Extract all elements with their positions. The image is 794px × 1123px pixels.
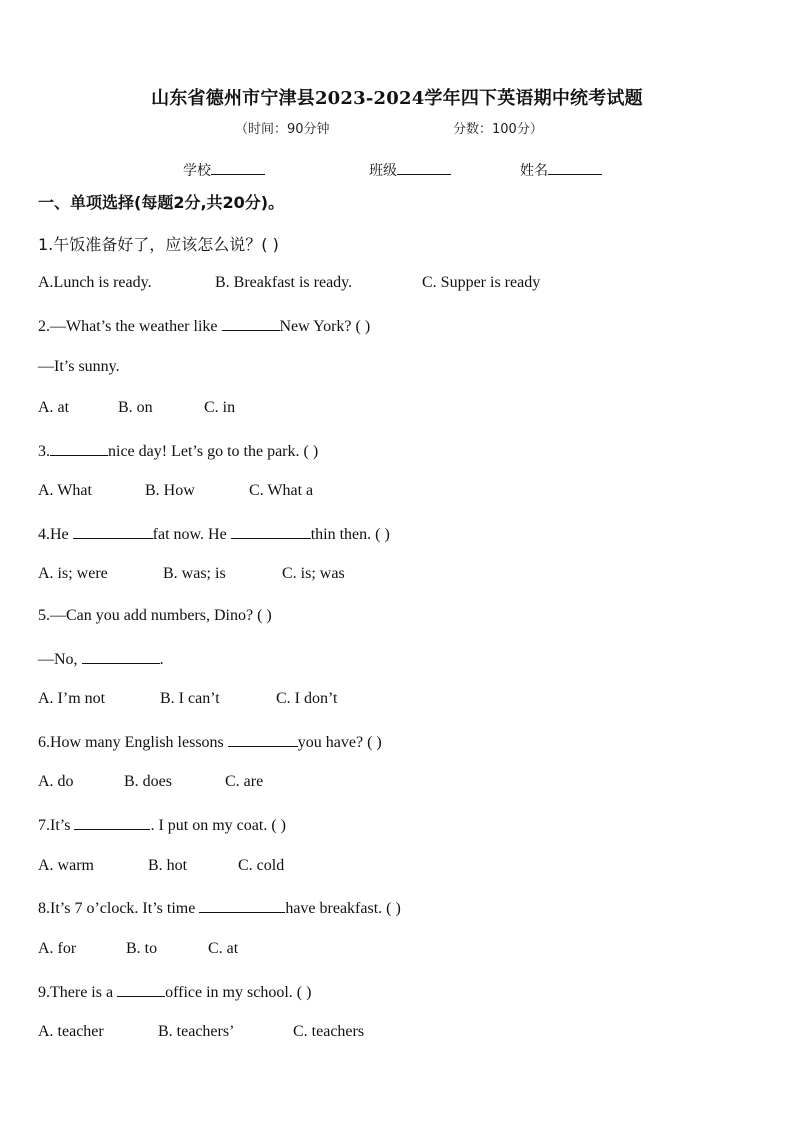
question-4 — [38, 524, 390, 544]
answer-blank[interactable] — [228, 732, 298, 747]
option-b[interactable]: B. Breakfast is ready. — [215, 274, 353, 291]
question-stem-end: office in my school. ( ) — [165, 984, 312, 1001]
class-label: 班级 — [369, 163, 397, 179]
option-c[interactable]: C. What a — [249, 482, 314, 499]
option-a[interactable]: A. is; were — [38, 565, 108, 582]
option-a[interactable]: A. at — [38, 399, 70, 416]
option-b[interactable]: B. How — [145, 482, 195, 499]
option-b[interactable]: B. on — [118, 399, 153, 416]
question-stem: 7.It’s — [38, 817, 75, 834]
question-stem: 1.午饭准备好了，应该怎么说？( ) — [38, 235, 279, 254]
answer-blank[interactable] — [222, 316, 280, 331]
student-fields — [0, 160, 794, 182]
option-c[interactable]: C. Supper is ready — [422, 274, 541, 291]
class-field[interactable] — [369, 160, 451, 180]
question-1 — [38, 232, 279, 255]
option-b[interactable]: B. was; is — [163, 565, 226, 582]
option-a[interactable]: A. warm — [38, 857, 94, 874]
time-info: （时间：90分钟 — [235, 122, 330, 137]
school-field[interactable] — [183, 160, 265, 180]
question-stem: 9.There is a — [38, 984, 118, 1001]
question-stem-end: nice day! Let’s go to the park. ( ) — [108, 443, 319, 460]
option-b[interactable]: B. to — [126, 940, 158, 957]
answer-blank[interactable] — [50, 441, 108, 456]
option-c[interactable]: C. I don’t — [276, 690, 338, 707]
option-a[interactable]: A. What — [38, 482, 92, 499]
option-b[interactable]: B. teachers’ — [158, 1023, 235, 1040]
question-stem: 6.How many English lessons — [38, 734, 228, 751]
question-5-reply — [38, 649, 164, 669]
question-stem: 2.—What’s the weather like — [38, 318, 222, 335]
question-9 — [38, 982, 311, 1002]
question-6 — [38, 732, 382, 752]
option-a[interactable]: A. I’m not — [38, 690, 106, 707]
name-field[interactable] — [520, 160, 602, 180]
score-info: 分数：100分） — [453, 122, 543, 137]
reply-text: —No, — [38, 651, 82, 668]
option-c[interactable]: C. in — [204, 399, 236, 416]
question-stem: 8.It’s 7 o’clock. It’s time — [38, 900, 200, 917]
answer-blank[interactable] — [82, 649, 160, 664]
answer-blank[interactable] — [117, 982, 165, 997]
question-stem: 3. — [38, 443, 50, 460]
question-stem-end: you have? ( ) — [297, 734, 382, 751]
question-3 — [38, 441, 318, 461]
answer-blank-1[interactable] — [73, 524, 153, 539]
page-title: 山东省德州市宁津县2023-2024学年四下英语期中统考试题 — [151, 88, 643, 109]
name-blank[interactable] — [548, 160, 602, 175]
question-stem-end: . I put on my coat. ( ) — [150, 817, 286, 834]
option-c[interactable]: C. are — [225, 773, 264, 790]
class-blank[interactable] — [397, 160, 451, 175]
option-a[interactable]: A. do — [38, 773, 74, 790]
answer-blank[interactable] — [74, 815, 150, 830]
question-8 — [38, 898, 401, 918]
question-2-reply: —It’s sunny. — [38, 358, 120, 375]
school-blank[interactable] — [211, 160, 265, 175]
question-stem-end: have breakfast. ( ) — [285, 900, 401, 917]
option-a[interactable]: A.Lunch is ready. — [38, 274, 152, 291]
question-stem-end: thin then. ( ) — [310, 526, 390, 543]
option-c[interactable]: C. is; was — [282, 565, 345, 582]
option-a[interactable]: A. teacher — [38, 1023, 104, 1040]
option-b[interactable]: B. does — [124, 773, 172, 790]
section-heading: 一、单项选择(每题2分,共20分)。 — [38, 193, 285, 212]
answer-blank-2[interactable] — [231, 524, 311, 539]
option-c[interactable]: C. teachers — [293, 1023, 365, 1040]
question-stem: 5.—Can you add numbers, Dino? ( ) — [38, 607, 272, 624]
question-5 — [38, 607, 272, 625]
option-b[interactable]: B. I can’t — [160, 690, 220, 707]
reply-end: . — [159, 651, 164, 668]
question-stem: 4.He — [38, 526, 73, 543]
option-c[interactable]: C. cold — [238, 857, 285, 874]
answer-blank[interactable] — [199, 898, 285, 913]
option-a[interactable]: A. for — [38, 940, 77, 957]
name-label: 姓名 — [520, 163, 548, 179]
school-label: 学校 — [183, 163, 211, 179]
question-stem-end: New York? ( ) — [279, 318, 371, 335]
option-c[interactable]: C. at — [208, 940, 239, 957]
question-stem-mid: fat now. He — [152, 526, 231, 543]
question-2 — [38, 316, 370, 336]
option-b[interactable]: B. hot — [148, 857, 188, 874]
question-7 — [38, 815, 286, 835]
